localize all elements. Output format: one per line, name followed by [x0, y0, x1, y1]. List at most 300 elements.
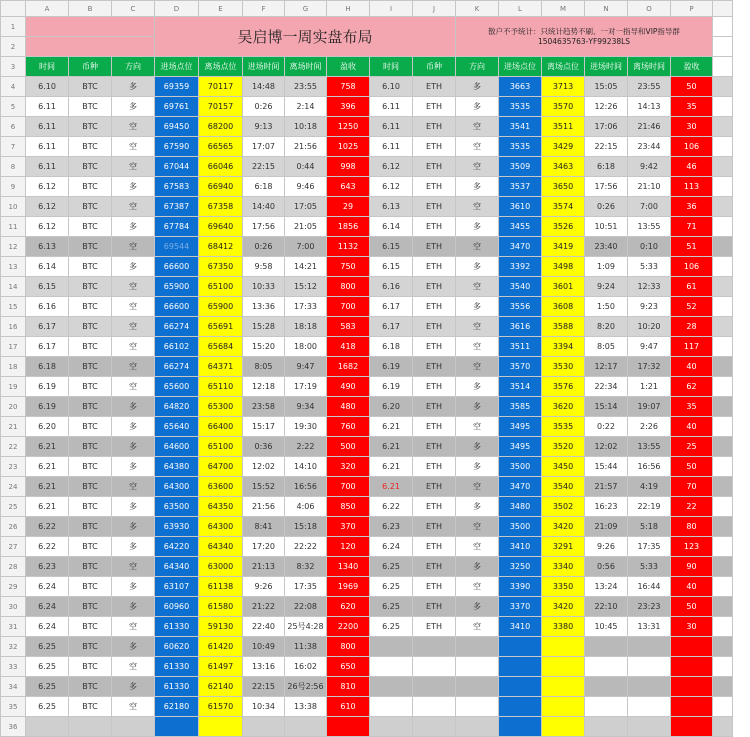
table-cell[interactable]: 61138 [199, 577, 243, 597]
table-cell[interactable] [413, 677, 456, 697]
table-cell[interactable]: 6.17 [26, 337, 69, 357]
table-cell[interactable]: 2:22 [285, 437, 327, 457]
table-cell[interactable]: 64300 [199, 517, 243, 537]
table-cell[interactable]: 370 [327, 517, 370, 537]
row-number[interactable]: 13 [1, 257, 26, 277]
table-cell[interactable] [671, 697, 713, 717]
table-cell[interactable]: 750 [327, 257, 370, 277]
row-number[interactable]: 9 [1, 177, 26, 197]
table-cell[interactable]: 多 [456, 457, 499, 477]
table-cell[interactable]: 69761 [155, 97, 199, 117]
table-cell[interactable]: 1856 [327, 217, 370, 237]
table-cell[interactable]: 3540 [542, 477, 585, 497]
table-cell[interactable]: 6:18 [243, 177, 285, 197]
table-cell[interactable] [370, 637, 413, 657]
table-cell[interactable]: 67590 [155, 137, 199, 157]
table-cell[interactable]: 15:05 [585, 77, 628, 97]
table-cell[interactable]: 418 [327, 337, 370, 357]
table-cell[interactable] [413, 637, 456, 657]
row-number[interactable]: 8 [1, 157, 26, 177]
row-number[interactable]: 24 [1, 477, 26, 497]
column-header[interactable]: 时间 [26, 57, 69, 77]
table-cell[interactable]: 3540 [499, 277, 542, 297]
table-cell[interactable]: 15:14 [585, 397, 628, 417]
table-cell[interactable]: 3291 [542, 537, 585, 557]
table-cell[interactable]: 64220 [155, 537, 199, 557]
column-letter[interactable]: K [456, 1, 499, 17]
row-number[interactable]: 19 [1, 377, 26, 397]
table-cell[interactable]: 64300 [155, 477, 199, 497]
table-cell[interactable]: 3495 [499, 417, 542, 437]
table-cell[interactable]: 15:52 [243, 477, 285, 497]
row-number[interactable]: 11 [1, 217, 26, 237]
table-cell[interactable]: 1:09 [585, 257, 628, 277]
table-cell[interactable]: 3511 [499, 337, 542, 357]
table-cell[interactable]: 61497 [199, 657, 243, 677]
column-letter[interactable]: N [585, 1, 628, 17]
table-cell[interactable]: 4:06 [285, 497, 327, 517]
table-cell[interactable]: 21:13 [243, 557, 285, 577]
table-cell[interactable]: 14:40 [243, 197, 285, 217]
table-cell[interactable] [542, 657, 585, 677]
table-cell[interactable]: 3585 [499, 397, 542, 417]
column-letter[interactable]: G [285, 1, 327, 17]
table-cell[interactable]: 3392 [499, 257, 542, 277]
table-cell[interactable]: 6.11 [370, 117, 413, 137]
table-cell[interactable]: 60620 [155, 637, 199, 657]
table-cell[interactable]: 多 [112, 417, 155, 437]
table-cell[interactable]: 8:41 [243, 517, 285, 537]
table-cell[interactable]: ETH [413, 557, 456, 577]
table-cell[interactable]: 13:55 [628, 217, 671, 237]
row-number[interactable]: 6 [1, 117, 26, 137]
table-cell[interactable]: 758 [327, 77, 370, 97]
table-cell[interactable]: 800 [327, 637, 370, 657]
column-header[interactable]: 离场点位 [542, 57, 585, 77]
table-cell[interactable]: 16:44 [628, 577, 671, 597]
table-cell[interactable]: 3495 [499, 437, 542, 457]
table-cell[interactable]: 6.25 [26, 677, 69, 697]
table-cell[interactable]: 10:45 [585, 617, 628, 637]
column-header[interactable]: 进场时间 [585, 57, 628, 77]
table-cell[interactable]: 多 [112, 597, 155, 617]
table-cell[interactable]: 67583 [155, 177, 199, 197]
table-cell[interactable]: 64820 [155, 397, 199, 417]
table-cell[interactable]: 23:58 [243, 397, 285, 417]
table-cell[interactable]: 6.25 [370, 557, 413, 577]
table-cell[interactable]: 13:31 [628, 617, 671, 637]
table-cell[interactable]: 6.12 [26, 177, 69, 197]
table-cell[interactable]: 多 [112, 457, 155, 477]
table-cell[interactable] [499, 697, 542, 717]
table-cell[interactable]: 40 [671, 417, 713, 437]
table-cell[interactable]: 0:26 [243, 97, 285, 117]
table-cell[interactable]: 1682 [327, 357, 370, 377]
table-cell[interactable]: 空 [112, 237, 155, 257]
table-cell[interactable]: 9:34 [285, 397, 327, 417]
sheet-title[interactable]: 吴启博一周实盘布局 [155, 17, 456, 57]
table-cell[interactable]: 多 [112, 257, 155, 277]
table-cell[interactable]: 空 [456, 417, 499, 437]
table-cell[interactable]: 17:56 [243, 217, 285, 237]
table-cell[interactable]: 空 [112, 297, 155, 317]
table-cell[interactable]: 3500 [499, 517, 542, 537]
table-cell[interactable]: 15:18 [285, 517, 327, 537]
table-cell[interactable] [628, 717, 671, 737]
table-cell[interactable]: BTC [69, 677, 112, 697]
table-cell[interactable]: 2200 [327, 617, 370, 637]
table-cell[interactable]: 480 [327, 397, 370, 417]
table-cell[interactable]: 6.25 [26, 637, 69, 657]
table-cell[interactable]: 700 [327, 477, 370, 497]
table-cell[interactable]: 6.11 [370, 137, 413, 157]
table-cell[interactable]: 5:18 [628, 517, 671, 537]
table-cell[interactable] [585, 657, 628, 677]
table-cell[interactable]: 13:36 [243, 297, 285, 317]
column-header[interactable]: 币种 [69, 57, 112, 77]
table-cell[interactable]: 69359 [155, 77, 199, 97]
table-cell[interactable]: 3480 [499, 497, 542, 517]
table-cell[interactable]: 61570 [199, 697, 243, 717]
table-cell[interactable]: 8:05 [585, 337, 628, 357]
table-cell[interactable] [413, 657, 456, 677]
table-cell[interactable]: ETH [413, 197, 456, 217]
table-cell[interactable]: ETH [413, 257, 456, 277]
table-cell[interactable]: 6.20 [26, 417, 69, 437]
table-cell[interactable]: 620 [327, 597, 370, 617]
table-cell[interactable]: 6.12 [26, 197, 69, 217]
table-cell[interactable]: 123 [671, 537, 713, 557]
table-cell[interactable]: 15:44 [585, 457, 628, 477]
table-cell[interactable]: 空 [456, 477, 499, 497]
table-cell[interactable]: 3520 [542, 437, 585, 457]
table-cell[interactable] [542, 677, 585, 697]
table-cell[interactable]: 23:40 [585, 237, 628, 257]
table-cell[interactable]: ETH [413, 137, 456, 157]
table-cell[interactable] [370, 697, 413, 717]
table-cell[interactable]: 500 [327, 437, 370, 457]
column-letter[interactable]: L [499, 1, 542, 17]
row-number[interactable]: 31 [1, 617, 26, 637]
table-cell[interactable]: 3463 [542, 157, 585, 177]
table-cell[interactable]: 多 [456, 177, 499, 197]
table-cell[interactable]: 70157 [199, 97, 243, 117]
table-cell[interactable]: 空 [456, 517, 499, 537]
table-cell[interactable]: ETH [413, 117, 456, 137]
table-cell[interactable]: 多 [112, 537, 155, 557]
table-cell[interactable]: BTC [69, 117, 112, 137]
table-cell[interactable]: 14:48 [243, 77, 285, 97]
table-cell[interactable]: 23:55 [285, 77, 327, 97]
row-number[interactable]: 18 [1, 357, 26, 377]
table-cell[interactable]: 9:47 [285, 357, 327, 377]
table-cell[interactable]: 3511 [542, 117, 585, 137]
table-cell[interactable]: 66102 [155, 337, 199, 357]
table-cell[interactable]: 760 [327, 417, 370, 437]
table-cell[interactable]: 多 [112, 677, 155, 697]
table-cell[interactable]: 0:36 [243, 437, 285, 457]
table-cell[interactable] [585, 677, 628, 697]
table-cell[interactable]: 36 [671, 197, 713, 217]
column-letter[interactable]: D [155, 1, 199, 17]
table-cell[interactable]: 6.11 [26, 137, 69, 157]
table-cell[interactable]: BTC [69, 397, 112, 417]
table-cell[interactable] [285, 717, 327, 737]
table-cell[interactable]: 3535 [499, 137, 542, 157]
table-cell[interactable]: ETH [413, 537, 456, 557]
table-cell[interactable]: BTC [69, 377, 112, 397]
table-cell[interactable]: 3574 [542, 197, 585, 217]
table-cell[interactable]: BTC [69, 537, 112, 557]
table-cell[interactable]: 40 [671, 357, 713, 377]
table-cell[interactable]: 120 [327, 537, 370, 557]
table-cell[interactable] [671, 657, 713, 677]
row-number[interactable]: 15 [1, 297, 26, 317]
table-cell[interactable]: 6.13 [26, 237, 69, 257]
table-cell[interactable]: 3570 [542, 97, 585, 117]
table-cell[interactable]: ETH [413, 317, 456, 337]
column-header[interactable]: 离场时间 [285, 57, 327, 77]
table-cell[interactable]: 空 [456, 617, 499, 637]
table-cell[interactable]: 90 [671, 557, 713, 577]
table-cell[interactable]: 66046 [199, 157, 243, 177]
table-cell[interactable]: 22:22 [285, 537, 327, 557]
table-cell[interactable]: 10:18 [285, 117, 327, 137]
table-cell[interactable]: BTC [69, 257, 112, 277]
table-cell[interactable] [69, 717, 112, 737]
table-cell[interactable]: BTC [69, 637, 112, 657]
table-cell[interactable]: 643 [327, 177, 370, 197]
table-cell[interactable]: 6.17 [370, 297, 413, 317]
table-cell[interactable]: 0:10 [628, 237, 671, 257]
table-cell[interactable] [628, 677, 671, 697]
table-cell[interactable]: 71 [671, 217, 713, 237]
table-cell[interactable]: 0:44 [285, 157, 327, 177]
table-cell[interactable]: 16:02 [285, 657, 327, 677]
table-cell[interactable]: 6.15 [370, 257, 413, 277]
table-cell[interactable] [671, 717, 713, 737]
table-cell[interactable] [628, 697, 671, 717]
table-cell[interactable]: 26号2:56 [285, 677, 327, 697]
table-cell[interactable]: 63930 [155, 517, 199, 537]
table-cell[interactable] [370, 717, 413, 737]
table-cell[interactable]: 6.12 [26, 217, 69, 237]
table-cell[interactable]: 21:46 [628, 117, 671, 137]
table-cell[interactable]: 65900 [155, 277, 199, 297]
table-cell[interactable]: 12:26 [585, 97, 628, 117]
table-cell[interactable]: 8:05 [243, 357, 285, 377]
table-cell[interactable]: 10:34 [243, 697, 285, 717]
row-number[interactable]: 32 [1, 637, 26, 657]
table-cell[interactable]: 6.21 [26, 437, 69, 457]
table-cell[interactable]: 0:26 [585, 197, 628, 217]
table-cell[interactable]: 空 [456, 137, 499, 157]
table-cell[interactable] [112, 717, 155, 737]
table-cell[interactable]: 空 [456, 357, 499, 377]
table-cell[interactable]: 3509 [499, 157, 542, 177]
table-cell[interactable]: 6.19 [26, 397, 69, 417]
table-cell[interactable]: 21:05 [285, 217, 327, 237]
table-cell[interactable]: 62 [671, 377, 713, 397]
column-header[interactable]: 币种 [413, 57, 456, 77]
column-letter[interactable]: A [26, 1, 69, 17]
table-cell[interactable]: 9:46 [285, 177, 327, 197]
table-cell[interactable]: BTC [69, 317, 112, 337]
table-cell[interactable]: 空 [112, 277, 155, 297]
row-number[interactable]: 22 [1, 437, 26, 457]
table-cell[interactable]: 6.21 [26, 477, 69, 497]
table-cell[interactable]: 6.19 [26, 377, 69, 397]
table-cell[interactable]: 62180 [155, 697, 199, 717]
table-cell[interactable]: 65600 [155, 377, 199, 397]
row-number[interactable]: 1 [1, 17, 26, 37]
table-cell[interactable]: 多 [112, 77, 155, 97]
row-number[interactable]: 26 [1, 517, 26, 537]
table-cell[interactable]: 多 [112, 397, 155, 417]
table-cell[interactable]: 多 [456, 217, 499, 237]
table-cell[interactable]: 65691 [199, 317, 243, 337]
row-number[interactable]: 2 [1, 37, 26, 57]
table-cell[interactable]: 66600 [155, 257, 199, 277]
table-cell[interactable]: 64350 [199, 497, 243, 517]
column-letter[interactable]: O [628, 1, 671, 17]
table-cell[interactable]: 106 [671, 257, 713, 277]
table-cell[interactable]: BTC [69, 77, 112, 97]
table-cell[interactable]: 空 [112, 157, 155, 177]
table-cell[interactable]: 多 [456, 497, 499, 517]
table-cell[interactable]: 67044 [155, 157, 199, 177]
table-cell[interactable]: 12:18 [243, 377, 285, 397]
row-number[interactable]: 30 [1, 597, 26, 617]
table-cell[interactable]: 66565 [199, 137, 243, 157]
table-cell[interactable]: 67358 [199, 197, 243, 217]
table-cell[interactable]: 2:26 [628, 417, 671, 437]
table-cell[interactable] [26, 717, 69, 737]
table-cell[interactable]: 61330 [155, 657, 199, 677]
row-number[interactable]: 5 [1, 97, 26, 117]
table-cell[interactable]: 65300 [199, 397, 243, 417]
table-cell[interactable] [585, 717, 628, 737]
table-cell[interactable] [243, 717, 285, 737]
table-cell[interactable]: 12:02 [585, 437, 628, 457]
table-cell[interactable]: 多 [112, 217, 155, 237]
table-cell[interactable]: 30 [671, 117, 713, 137]
table-cell[interactable]: BTC [69, 557, 112, 577]
row-number[interactable]: 34 [1, 677, 26, 697]
table-cell[interactable]: 70 [671, 477, 713, 497]
table-cell[interactable]: 65640 [155, 417, 199, 437]
table-cell[interactable]: 64600 [155, 437, 199, 457]
table-cell[interactable]: 66600 [155, 297, 199, 317]
table-cell[interactable]: BTC [69, 197, 112, 217]
table-cell[interactable]: 空 [456, 537, 499, 557]
table-cell[interactable]: 650 [327, 657, 370, 677]
table-cell[interactable]: ETH [413, 277, 456, 297]
column-header[interactable]: 方向 [112, 57, 155, 77]
table-cell[interactable]: BTC [69, 417, 112, 437]
table-cell[interactable]: 3570 [499, 357, 542, 377]
table-cell[interactable]: 多 [456, 377, 499, 397]
table-cell[interactable]: 空 [112, 557, 155, 577]
table-cell[interactable]: 3535 [499, 97, 542, 117]
row-number[interactable]: 7 [1, 137, 26, 157]
table-cell[interactable]: 3620 [542, 397, 585, 417]
table-cell[interactable]: 6.20 [370, 397, 413, 417]
table-cell[interactable]: 65100 [199, 277, 243, 297]
table-cell[interactable] [456, 717, 499, 737]
table-cell[interactable]: 空 [112, 337, 155, 357]
table-cell[interactable]: 空 [112, 317, 155, 337]
table-cell[interactable]: ETH [413, 217, 456, 237]
table-cell[interactable]: BTC [69, 497, 112, 517]
table-cell[interactable]: 21:56 [285, 137, 327, 157]
table-cell[interactable]: 28 [671, 317, 713, 337]
table-cell[interactable]: 空 [112, 357, 155, 377]
table-cell[interactable]: 50 [671, 597, 713, 617]
row-number[interactable]: 10 [1, 197, 26, 217]
table-cell[interactable]: 13:24 [585, 577, 628, 597]
table-cell[interactable]: 13:38 [285, 697, 327, 717]
table-cell[interactable] [713, 717, 733, 737]
table-cell[interactable]: 320 [327, 457, 370, 477]
table-cell[interactable]: BTC [69, 577, 112, 597]
table-cell[interactable]: 396 [327, 97, 370, 117]
row-number[interactable]: 35 [1, 697, 26, 717]
column-letter[interactable]: E [199, 1, 243, 17]
table-cell[interactable]: BTC [69, 297, 112, 317]
table-cell[interactable]: BTC [69, 97, 112, 117]
table-cell[interactable]: 850 [327, 497, 370, 517]
table-cell[interactable] [499, 717, 542, 737]
table-cell[interactable]: ETH [413, 297, 456, 317]
table-cell[interactable] [413, 717, 456, 737]
row-number[interactable]: 33 [1, 657, 26, 677]
table-cell[interactable]: 10:20 [628, 317, 671, 337]
table-cell[interactable]: 69450 [155, 117, 199, 137]
row-number[interactable]: 25 [1, 497, 26, 517]
table-cell[interactable]: 5:33 [628, 557, 671, 577]
table-cell[interactable]: 6.22 [370, 497, 413, 517]
table-cell[interactable]: 空 [112, 657, 155, 677]
table-cell[interactable]: 22:10 [585, 597, 628, 617]
table-cell[interactable]: 40 [671, 577, 713, 597]
table-cell[interactable]: 3498 [542, 257, 585, 277]
table-cell[interactable]: 1:21 [628, 377, 671, 397]
table-cell[interactable]: 3450 [542, 457, 585, 477]
table-cell[interactable]: 6.12 [370, 177, 413, 197]
row-number[interactable]: 3 [1, 57, 26, 77]
table-cell[interactable]: 1025 [327, 137, 370, 157]
table-cell[interactable]: 51 [671, 237, 713, 257]
table-cell[interactable]: 66940 [199, 177, 243, 197]
table-cell[interactable]: 空 [112, 477, 155, 497]
table-cell[interactable]: 3370 [499, 597, 542, 617]
table-cell[interactable]: 3250 [499, 557, 542, 577]
table-cell[interactable]: 6.16 [26, 297, 69, 317]
table-cell[interactable]: 19:07 [628, 397, 671, 417]
table-cell[interactable]: ETH [413, 377, 456, 397]
table-cell[interactable] [628, 637, 671, 657]
table-cell[interactable]: 3556 [499, 297, 542, 317]
table-cell[interactable]: 14:13 [628, 97, 671, 117]
table-cell[interactable]: 61330 [155, 677, 199, 697]
table-cell[interactable]: 9:42 [628, 157, 671, 177]
table-cell[interactable]: 6.22 [26, 517, 69, 537]
table-cell[interactable]: 15:28 [243, 317, 285, 337]
table-cell[interactable]: BTC [69, 157, 112, 177]
table-cell[interactable]: 3616 [499, 317, 542, 337]
table-cell[interactable]: 6.13 [370, 197, 413, 217]
